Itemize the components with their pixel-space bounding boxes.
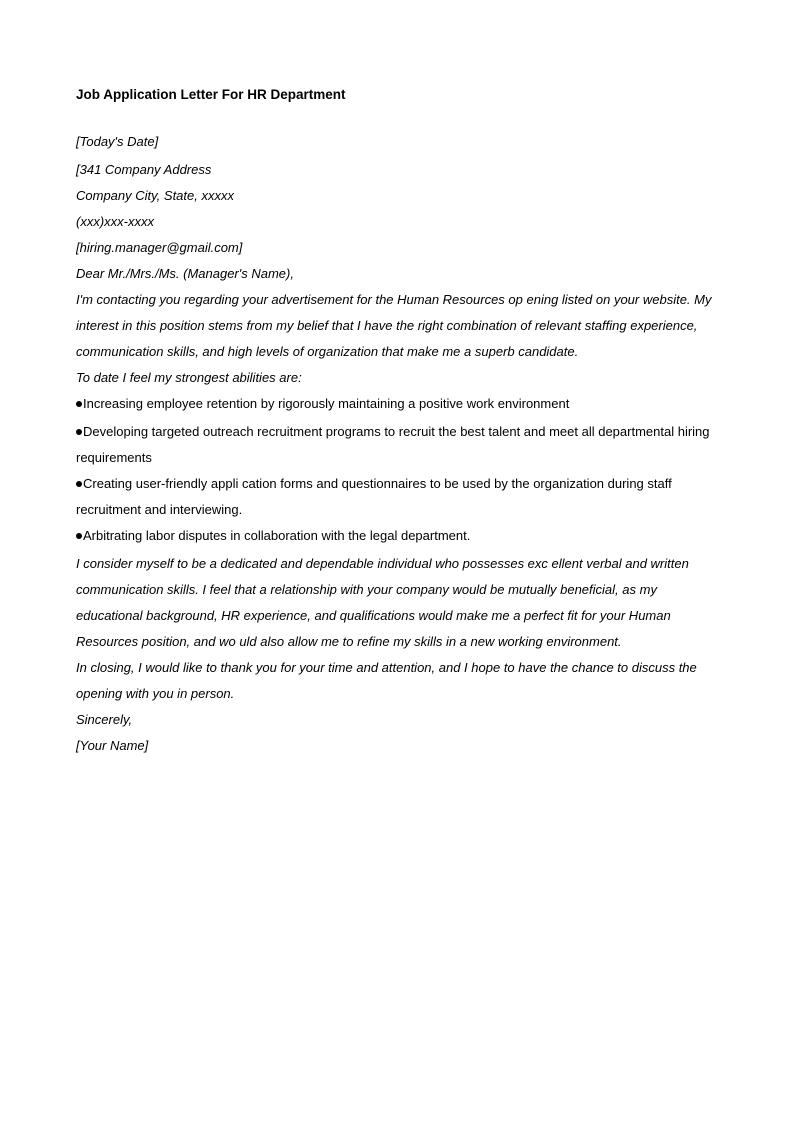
letter-body	[76, 86, 726, 759]
list-item-text: Creating user-friendly appli cation forms and questionnaires to be used by the organization during staff recruitment and interviewing.	[76, 476, 672, 517]
list-item	[76, 419, 726, 471]
sign-off: Sincerely,	[76, 712, 133, 727]
bullet-icon	[76, 429, 82, 435]
list-item	[76, 471, 726, 523]
intro-paragraph: I'm contacting you regarding your advertisement for the Human Resources op ening listed on your website. My interest in this position stems from my belief that I have the right combination of relevant staffing experience, communication skills, and high levels of organization that make me a superb candidate.	[76, 292, 712, 359]
bullet-icon	[76, 533, 82, 539]
body-paragraph: I consider myself to be a dedicated and dependable individual who possesses exc ellent verbal and written communication skills. I feel that a relationship with your company would be mutually beneficial, as my educational background, HR experience, and qualifications would make me a perfect fit for your Human Resources position, and wo uld also allow me to refine my skills in a new working environment.	[76, 556, 689, 649]
bullet-icon	[76, 401, 82, 407]
list-item	[76, 391, 726, 417]
address-line-1: [341 Company Address	[76, 162, 212, 177]
list-item	[76, 523, 726, 549]
list-item-text: Increasing employee retention by rigorously maintaining a positive work environment	[83, 396, 570, 411]
document-title: Job Application Letter For HR Department	[76, 87, 346, 102]
list-item-text: Arbitrating labor disputes in collaboration with the legal department.	[83, 528, 471, 543]
closing-paragraph: In closing, I would like to thank you for your time and attention, and I hope to have the chance to discuss the opening with you in person.	[76, 660, 697, 701]
salutation: Dear Mr./Mrs./Ms. (Manager's Name),	[76, 266, 294, 281]
abilities-intro: To date I feel my strongest abilities are:	[76, 370, 302, 385]
bullet-icon	[76, 481, 82, 487]
address-line-2: Company City, State, xxxxx	[76, 188, 234, 203]
signature-name: [Your Name]	[76, 738, 149, 753]
email-address: [hiring.manager@gmail.com]	[76, 240, 243, 255]
list-item-text: Developing targeted outreach recruitment programs to recruit the best talent and meet all departmental hiring requirements	[76, 424, 710, 465]
phone-number: (xxx)xxx-xxxx	[76, 214, 154, 229]
letter-date: [Today's Date]	[76, 134, 159, 149]
